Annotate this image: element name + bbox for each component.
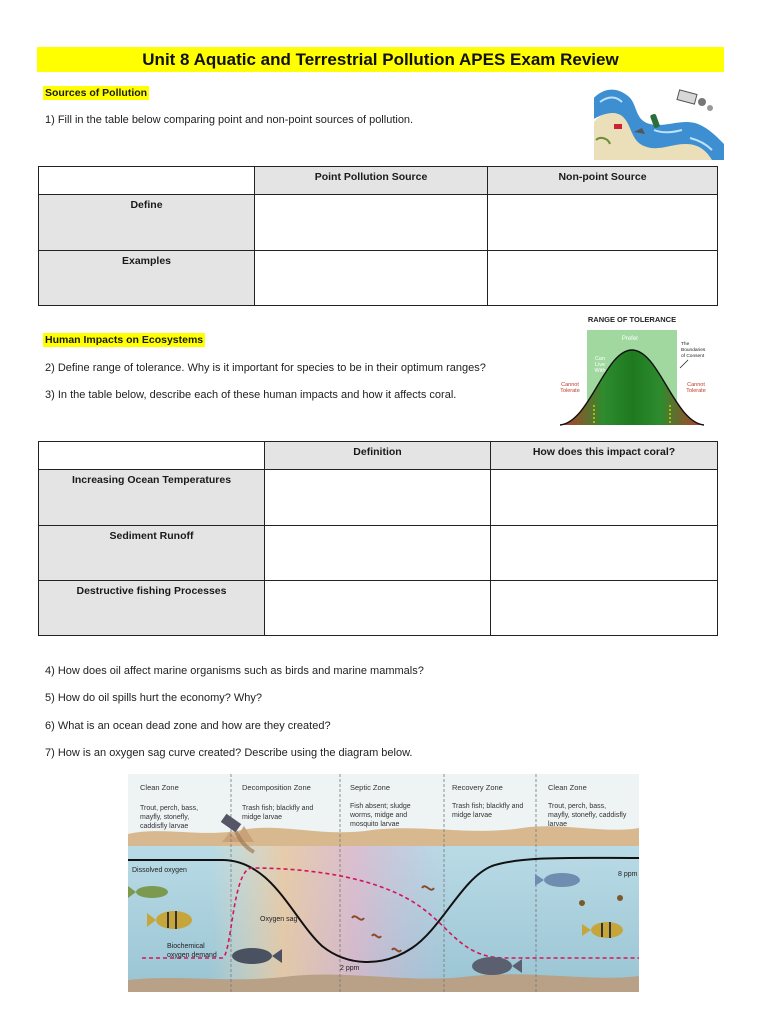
answer-cell[interactable] — [255, 195, 488, 251]
can-live-3: With — [594, 368, 606, 374]
zone-5-desc-1: Trout, perch, bass, — [548, 803, 607, 810]
cannot-right-2: Tolerate — [686, 388, 706, 394]
table-header-coral-impact: How does this impact coral? — [491, 442, 718, 470]
section-heading-sources: Sources of Pollution — [45, 87, 148, 99]
can-live-2: Live — [594, 362, 606, 368]
row-label-define: Define — [39, 195, 255, 251]
boundaries-2: Boundaries — [681, 348, 706, 353]
bod-label-2: oxygen demand — [167, 952, 217, 959]
answer-cell[interactable] — [265, 581, 491, 636]
page-title: Unit 8 Aquatic and Terrestrial Pollution APES Exam Review — [37, 47, 724, 72]
coral-impacts-table — [38, 441, 718, 636]
answer-cell[interactable] — [488, 251, 718, 306]
zone-1-desc-1: Trout, perch, bass, — [140, 805, 199, 812]
point-nonpoint-table — [38, 166, 718, 306]
table-header-blank — [39, 167, 255, 195]
cannot-right-1: Cannot — [687, 382, 705, 388]
insect-larva-icon — [579, 900, 585, 906]
table-header-point: Point Pollution Source — [255, 167, 488, 195]
table-header-nonpoint: Non-point Source — [488, 167, 718, 195]
zone-4-desc-2: midge larvae — [452, 812, 493, 819]
tolerance-title: RANGE OF TOLERANCE — [587, 315, 677, 324]
question-3: 3) In the table below, describe each of these human impacts and how it affects coral. — [45, 389, 457, 401]
polluted-river-illustration — [594, 80, 724, 160]
answer-cell[interactable] — [255, 251, 488, 306]
question-7: 7) How is an oxygen sag curve created? Describe using the diagram below. — [45, 747, 413, 759]
zone-3-desc-2: worms, midge and — [350, 812, 408, 819]
question-6: 6) What is an ocean dead zone and how are they created? — [45, 720, 331, 732]
question-5: 5) How do oil spills hurt the economy? Why? — [45, 692, 263, 704]
range-of-tolerance-diagram — [550, 310, 724, 430]
zone-5-desc-3: larvae — [548, 821, 568, 828]
can-live-1: Can — [594, 356, 606, 362]
zone-4-name: Recovery Zone — [452, 783, 503, 792]
zone-2-desc-1: Trash fish; blackfly and — [242, 805, 314, 812]
row-label-examples: Examples — [39, 251, 255, 306]
ppm-2-label: 2 ppm — [340, 965, 360, 972]
cannot-left-1: Cannot — [561, 382, 579, 388]
cannot-left-2: Tolerate — [560, 388, 580, 394]
zone-5-desc-2: mayfly, stonefly, caddisfly — [548, 812, 627, 819]
tolerance-prefer: Prefer — [621, 336, 639, 342]
table-header-definition: Definition — [265, 442, 491, 470]
section-heading-human-impacts: Human Impacts on Ecosystems — [45, 334, 204, 346]
answer-cell[interactable] — [265, 526, 491, 581]
table-header-blank — [39, 442, 265, 470]
answer-cell[interactable] — [491, 470, 718, 526]
bod-label-1: Biochemical — [167, 943, 205, 950]
zone-3-desc-3: mosquito larvae — [350, 821, 400, 828]
question-1: 1) Fill in the table below comparing point and non-point sources of pollution. — [45, 114, 414, 126]
zone-3-name: Septic Zone — [350, 783, 391, 792]
oxygen-sag-curve-diagram — [122, 768, 645, 1000]
zone-2-desc-2: midge larvae — [242, 814, 283, 821]
answer-cell[interactable] — [491, 526, 718, 581]
answer-cell[interactable] — [491, 581, 718, 636]
oxygen-sag-label: Oxygen sag — [260, 916, 298, 923]
row-label-ocean-temperatures: Increasing Ocean Temperatures — [39, 470, 265, 526]
zone-1-desc-3: caddisfly larvae — [140, 823, 189, 830]
zone-1-desc-2: mayfly, stonefly, — [140, 814, 190, 821]
zone-3-desc-1: Fish absent; sludge — [350, 803, 411, 810]
zone-5-name: Clean Zone — [548, 783, 587, 792]
boundaries-3: of Consent — [681, 354, 705, 359]
zone-1-name: Clean Zone — [140, 783, 179, 792]
question-4: 4) How does oil affect marine organisms such as birds and marine mammals? — [45, 665, 424, 677]
question-2: 2) Define range of tolerance. Why is it important for species to be in their optimum ranges? — [45, 362, 486, 374]
row-label-sediment-runoff: Sediment Runoff — [39, 526, 265, 581]
answer-cell[interactable] — [488, 195, 718, 251]
zone-2-name: Decomposition Zone — [242, 783, 311, 792]
zone-4-desc-1: Trash fish; blackfly and — [452, 803, 524, 810]
answer-cell[interactable] — [265, 470, 491, 526]
insect-larva-icon — [617, 895, 623, 901]
ppm-8-label: 8 ppm — [618, 871, 638, 878]
row-label-destructive-fishing: Destructive fishing Processes — [39, 581, 265, 636]
boundaries-1: The — [681, 342, 690, 347]
dissolved-oxygen-label: Dissolved oxygen — [132, 867, 187, 874]
